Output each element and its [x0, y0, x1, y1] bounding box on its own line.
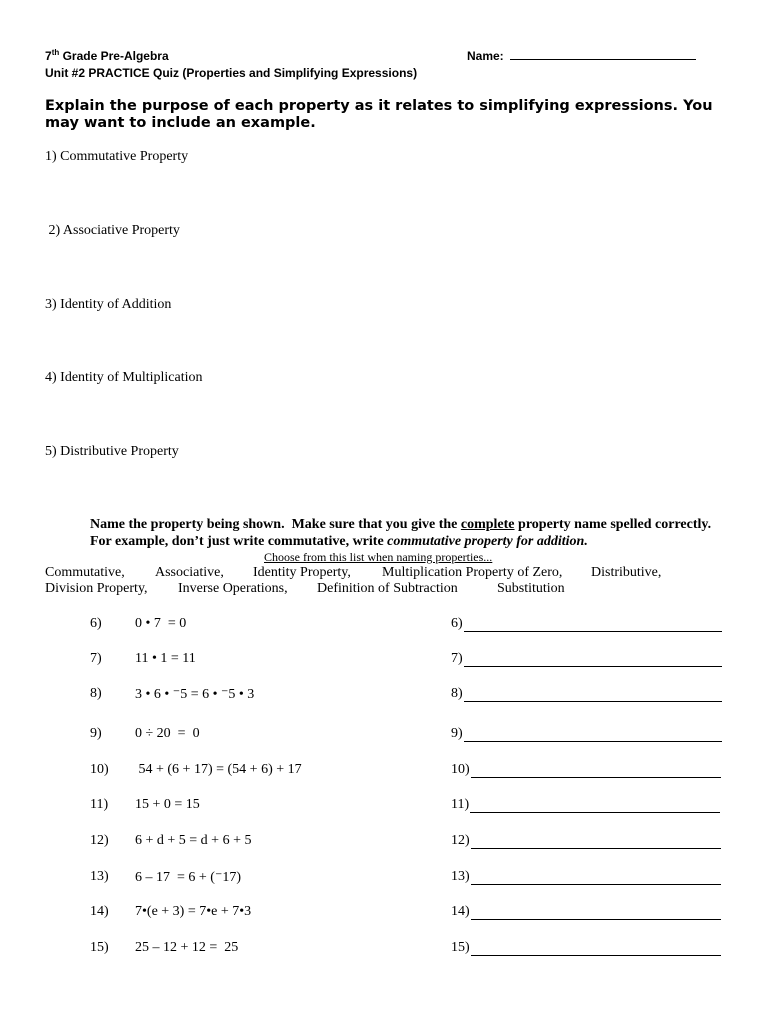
answer-label: 11) [451, 797, 470, 812]
name-property-instruction-line1: Name the property being shown. Make sure that you give the complete property name spelled correctly. [90, 517, 712, 532]
answer-blank[interactable] [451, 762, 721, 778]
problem-number: 6) [90, 616, 102, 631]
property-option: Inverse Operations, [178, 581, 288, 596]
answer-line[interactable] [464, 617, 722, 632]
property-option: Division Property, [45, 581, 148, 596]
property-option: Multiplication Property of Zero, [382, 565, 563, 580]
explain-item-identity-multiplication: 4) Identity of Multiplication [45, 370, 203, 385]
answer-line[interactable] [471, 905, 721, 920]
property-option: Substitution [497, 581, 565, 596]
answer-label: 12) [451, 833, 470, 848]
answer-line[interactable] [471, 763, 721, 778]
property-option: Definition of Subtraction [317, 581, 458, 596]
explain-item-associative: 2) Associative Property [45, 223, 180, 238]
name-property-instruction-line2: For example, don’t just write commutative, write commutative property for addition. [90, 534, 588, 549]
problem-number: 7) [90, 651, 102, 666]
problem-expression: 54 + (6 + 17) = (54 + 6) + 17 [135, 762, 302, 777]
problem-number: 13) [90, 869, 109, 884]
explain-instructions: Explain the purpose of each property as it relates to simplifying expressions. You may want to include an example. [45, 98, 713, 131]
answer-line[interactable] [471, 941, 721, 956]
problem-number: 8) [90, 686, 102, 701]
property-option: Identity Property, [253, 565, 351, 580]
name-blank-line[interactable] [510, 48, 696, 60]
property-option: Commutative, [45, 565, 125, 580]
name-label: Name: [467, 49, 504, 63]
answer-line[interactable] [470, 798, 720, 813]
problem-expression: 25 – 12 + 12 = 25 [135, 940, 239, 955]
problem-expression: 6 – 17 = 6 + (⁻17) [135, 870, 242, 885]
problem-number: 15) [90, 940, 109, 955]
explain-item-identity-addition: 3) Identity of Addition [45, 297, 172, 312]
problem-number: 11) [90, 797, 109, 812]
explain-item-distributive: 5) Distributive Property [45, 444, 179, 459]
answer-label: 15) [451, 940, 470, 955]
problem-expression: 11 • 1 = 11 [135, 651, 196, 666]
unit-title: Unit #2 PRACTICE Quiz (Properties and Simplifying Expressions) [45, 66, 418, 80]
answer-blank[interactable] [451, 833, 721, 849]
problem-number: 12) [90, 833, 109, 848]
answer-label: 14) [451, 904, 470, 919]
answer-blank[interactable] [451, 797, 720, 813]
answer-blank[interactable] [451, 686, 722, 702]
answer-line[interactable] [471, 870, 721, 885]
explain-item-commutative: 1) Commutative Property [45, 149, 189, 164]
answer-blank[interactable] [451, 869, 721, 885]
answer-label: 13) [451, 869, 470, 884]
problem-number: 10) [90, 762, 109, 777]
answer-label: 9) [451, 726, 463, 741]
problem-expression: 6 + d + 5 = d + 6 + 5 [135, 833, 252, 848]
answer-line[interactable] [464, 687, 722, 702]
answer-label: 10) [451, 762, 470, 777]
grade-suffix: th [51, 48, 60, 57]
problem-expression: 7•(e + 3) = 7•e + 7•3 [135, 904, 252, 919]
answer-blank[interactable] [451, 726, 722, 742]
choose-note: Choose from this list when naming properties... [264, 550, 493, 564]
name-field[interactable] [467, 48, 696, 63]
answer-label: 6) [451, 616, 463, 631]
property-option: Distributive, [591, 565, 662, 580]
complete-emphasis: complete [460, 517, 515, 532]
answer-label: 7) [451, 651, 463, 666]
course-name: Grade Pre-Algebra [62, 49, 169, 63]
answer-line[interactable] [464, 652, 722, 667]
answer-blank[interactable] [451, 904, 721, 920]
problem-number: 14) [90, 904, 109, 919]
answer-blank[interactable] [451, 651, 722, 667]
answer-label: 8) [451, 686, 463, 701]
answer-blank[interactable] [451, 940, 721, 956]
problem-number: 9) [90, 726, 102, 741]
problem-expression: 3 • 6 • ⁻5 = 6 • ⁻5 • 3 [135, 687, 255, 702]
property-option: Associative, [155, 565, 224, 580]
grade-number: 7 [45, 49, 52, 63]
problem-expression: 0 • 7 = 0 [135, 616, 187, 631]
problem-expression: 15 + 0 = 15 [135, 797, 200, 812]
answer-blank[interactable] [451, 616, 722, 632]
grade-title [45, 48, 169, 63]
problem-expression: 0 ÷ 20 = 0 [135, 726, 200, 741]
answer-line[interactable] [464, 727, 722, 742]
example-emphasis: commutative property for addition. [387, 534, 588, 549]
answer-line[interactable] [471, 834, 721, 849]
